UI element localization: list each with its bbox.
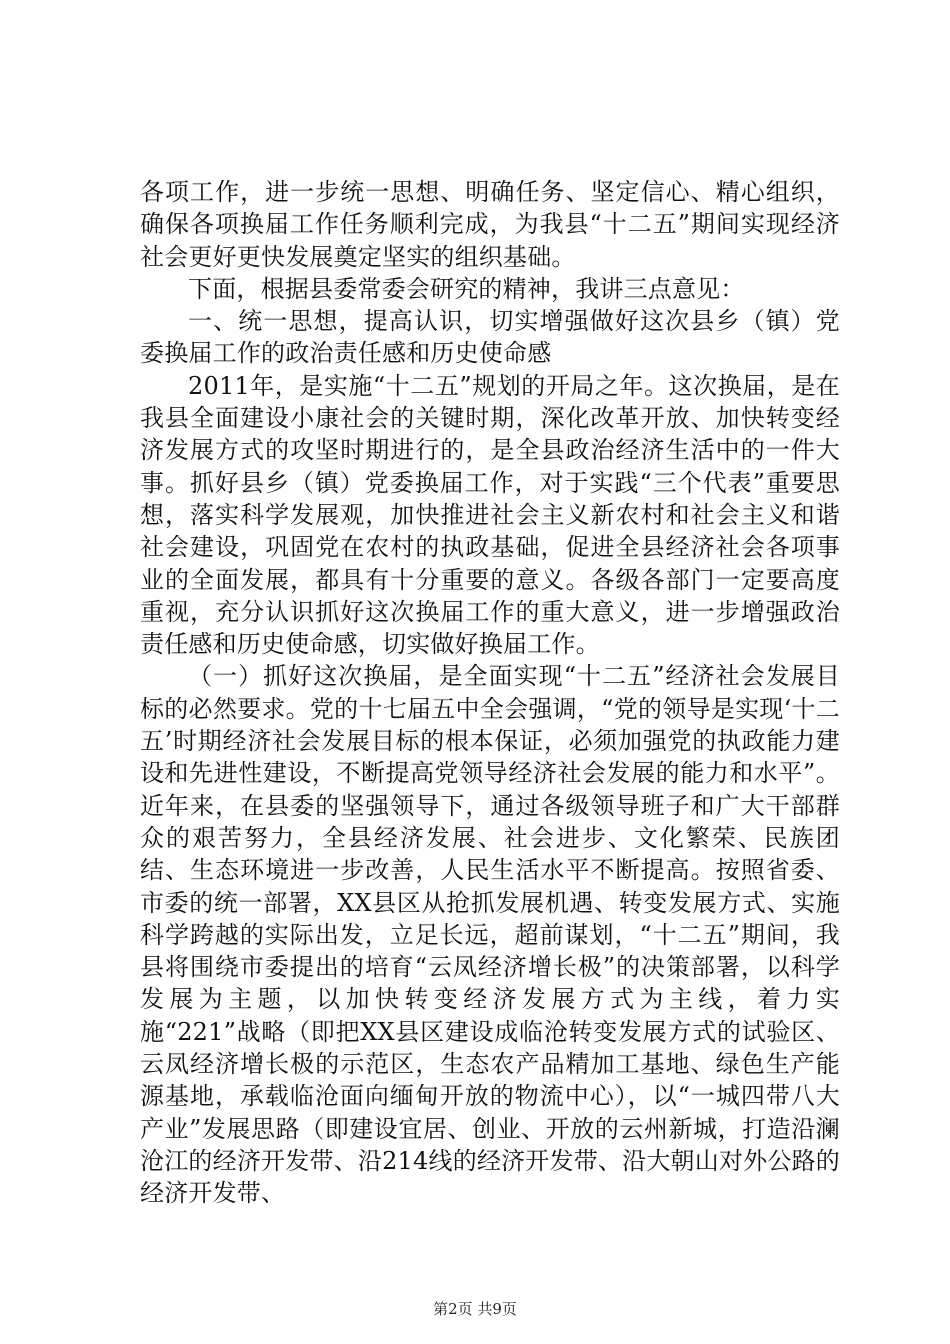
paragraph-intro: 下面，根据县委常委会研究的精神，我讲三点意见： — [188, 274, 745, 303]
page-number-footer: 第2页 共9页 — [433, 1300, 517, 1318]
section-heading-one: 一、统一思想，提高认识，切实增强做好这次县乡（镇）党委换届工作的政治责任感和历史使命感 — [140, 307, 840, 368]
paragraph-continuation: 各项工作，进一步统一思想、明确任务、坚定信心、精心组织，确保各项换届工作任务顺利完成，为我县“十二五”期间实现经济社会更好更快发展奠定坚实的组织基础。 — [140, 178, 840, 271]
paragraph-2011: 2011年，是实施“十二五”规划的开局之年。这次换届，是在我县全面建设小康社会的关键时期，深化改革开放、加快转变经济发展方式的攻坚时期进行的，是全县政治经济生活中的一件大事。抓好县乡（镇）党委换届工作，对于实践“三个代表”重要思想，落实科学发展观，加快推进社会主义新农村和社会主义和谐社会建设，巩固党在农村的执政基础，促进全县经济社会各项事业的全面发展，都具有十分重要的意义。各级各部门一定要高度重视，充分认识抓好这次换届工作的重大意义，进一步增强政治责任感和历史使命感，切实做好换届工作。 — [140, 371, 840, 659]
document-body — [140, 176, 840, 1210]
paragraph-point-one: （一）抓好这次换届，是全面实现“十二五”经济社会发展目标的必然要求。党的十七届五中全会强调，“党的领导是实现‘十二五’时期经济社会发展目标的根本保证，必须加强党的执政能力建设和先进性建设，不断提高党领导经济社会发展的能力和水平”。近年来，在县委的坚强领导下，通过各级领导班子和广大干部群众的艰苦努力，全县经济发展、社会进步、文化繁荣、民族团结、生态环境进一步改善，人民生活水平不断提高。按照省委、市委的统一部署，XX县区从抢抓发展机遇、转变发展方式、实施科学跨越的实际出发，立足长远，超前谋划，“十二五”期间，我县将围绕市委提出的培育“云凤经济增长极”的决策部署，以科学发展为主题，以加快转变经济发展方式为主线，着力实施“221”战略（即把XX县区建设成临沧转变发展方式的试验区、云凤经济增长极的示范区，生态农产品精加工基地、绿色生产能源基地，承载临沧面向缅甸开放的物流中心），以“一城四带八大产业”发展思路（即建设宜居、创业、开放的云州新城，打造沿澜沧江的经济开发带、沿214线的经济开发带、沿大朝山对外公路的经济开发带、 — [140, 662, 840, 1208]
